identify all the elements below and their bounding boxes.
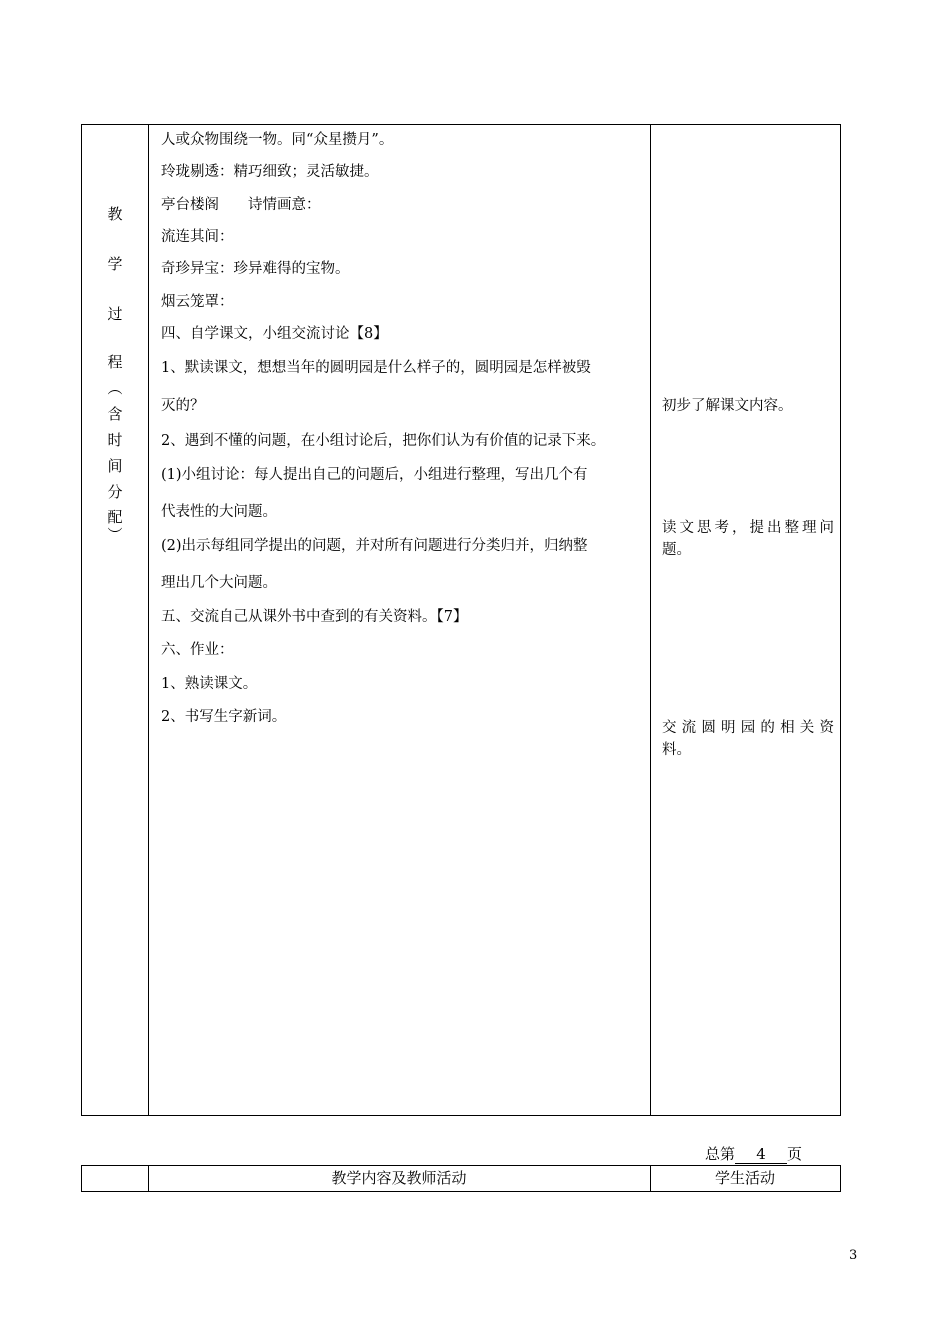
column-divider-1: [148, 125, 149, 1115]
content-line: 2、遇到不懂的问题，在小组讨论后，把你们认为有价值的记录下来。: [161, 433, 606, 449]
content-line: 烟云笼罩：: [161, 294, 234, 310]
side-label-char: ︶: [107, 526, 123, 544]
content-line: 理出几个大问题。: [161, 575, 277, 591]
side-label-char: 过: [107, 305, 123, 323]
content-line: 代表性的大问题。: [161, 504, 277, 520]
content-line: 亭台楼阁 诗情画意：: [161, 197, 321, 213]
side-label-char: 时: [107, 431, 123, 449]
side-label-char: 教: [107, 205, 123, 223]
side-label-char: 配: [107, 508, 123, 526]
side-label-char: ︵: [107, 379, 123, 397]
teaching-process-label: [82, 125, 148, 1115]
content-line: 玲珑剔透：精巧细致；灵活敏捷。: [161, 164, 379, 180]
content-line: (2)出示每组同学提出的问题，并对所有问题进行分类归并，归纳整: [161, 538, 588, 554]
content-line: 流连其间：: [161, 229, 234, 245]
side-label-char: 学: [107, 255, 123, 273]
total-suffix: 页: [787, 1145, 803, 1163]
side-label-char: 分: [107, 483, 123, 501]
content-line: 五、交流自己从课外书中查到的有关资料。【7】: [161, 609, 468, 625]
column-divider-2: [650, 125, 651, 1115]
content-line: 六、作业：: [161, 642, 234, 658]
total-prefix: 总第: [705, 1145, 736, 1163]
student-activity-1: 初步了解课文内容。: [662, 398, 793, 414]
header-cell-student: 学生活动: [714, 1169, 775, 1187]
total-value: 4: [735, 1145, 787, 1164]
side-label-char: 间: [107, 457, 123, 475]
student-activity-2-line: 读文思考，提出整理问: [662, 520, 834, 536]
student-activity-3: [662, 717, 834, 761]
content-line: 1、默读课文，想想当年的圆明园是什么样子的，圆明园是怎样被毁: [161, 360, 591, 376]
content-line: 灭的？: [161, 398, 205, 414]
content-line: (1)小组讨论：每人提出自己的问题后，小组进行整理，写出几个有: [161, 467, 588, 483]
lesson-table: [81, 124, 841, 1116]
content-line: 2、书写生字新词。: [161, 709, 287, 725]
total-page-count: [705, 1143, 802, 1164]
content-line: 1、熟读课文。: [161, 676, 258, 692]
side-label-char: 含: [107, 405, 123, 423]
content-line: 奇珍异宝：珍异难得的宝物。: [161, 261, 350, 277]
student-activity-3-line: 料。: [662, 742, 691, 758]
page-number: 3: [849, 1248, 858, 1263]
student-activity-2: [662, 517, 834, 561]
content-line: 四、自学课文，小组交流讨论【8】: [161, 326, 388, 342]
student-activity-3-line: 交流圆明园的相关资: [662, 720, 834, 736]
header-row-table: [81, 1165, 841, 1192]
side-label-char: 程: [107, 353, 123, 371]
header-cell-empty: [82, 1166, 148, 1191]
content-line: 人或众物围绕一物。同“众星攒月”。: [161, 132, 394, 148]
student-activity-2-line: 题。: [662, 542, 691, 558]
header-cell-content: 教学内容及教师活动: [331, 1169, 467, 1187]
